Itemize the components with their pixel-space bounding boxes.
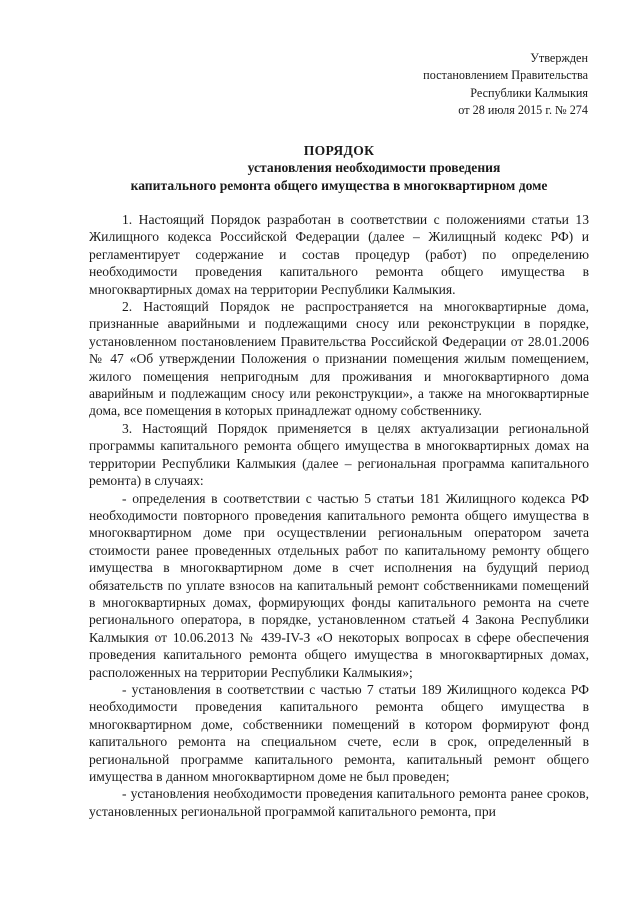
- approval-line-approved: Утвержден: [530, 51, 588, 65]
- paragraph-3: 3. Настоящий Порядок применяется в целях актуализации региональной программы капитального ремонта общего имущества в многоквартирных домах на территории Республики Калмыкия (далее – региональная программа капитального ремонта) в случаях:: [89, 420, 589, 489]
- paragraph-1: 1. Настоящий Порядок разработан в соответствии с положениями статьи 13 Жилищного кодекса Российской Федерации (далее – Жилищный кодекс РФ) и регламентирует содержание и состав процедур (работ) по определению необходимости проведения капитального ремонта общего имущества в многоквартирных домах на территории Республики Калмыкия.: [89, 212, 589, 297]
- list-item-1: - определения в соответствии с частью 5 статьи 181 Жилищного кодекса РФ необходимости повторного проведения капитального ремонта общего имущества в многоквартирном доме при осуществлении региональным оператором зачета стоимости ранее проведенных отдельных работ по капитальному ремонту общего имущества в многоквартирном доме в счет исполнения на будущий период обязательств по уплате взносов на капитальный ремонт собственниками помещений в многоквартирных домах, формирующих фонды капитального ремонта на счете регионального оператора, в порядке, установленном статьей 4 Закона Республики Калмыкия от 10.06.2013 № 439-IV-З «О некоторых вопросах в сфере обеспечения проведения капитального ремонта общего имущества в многоквартирных домах, расположенных на территории Республики Калмыкия»;: [89, 490, 589, 680]
- list-item-2: - установления в соответствии с частью 7 статьи 189 Жилищного кодекса РФ необходимости проведения капитального ремонта общего имущества в многоквартирном доме, собственники помещений в котором формируют фонд капитального ремонта на специальном счете, если в срок, определенный в региональной программе капитального ремонта, капитальный ремонт общего имущества в данном многоквартирном доме не был проведен;: [89, 681, 589, 784]
- approval-line-republic: Республики Калмыкия: [470, 85, 588, 100]
- document-title: [90, 142, 588, 194]
- paragraph-2: 2. Настоящий Порядок не распространяется на многоквартирные дома, признанные аварийными и подлежащими сносу или реконструкции в порядке, установленном постановлением Правительства Российской Федерации от 28.01.2006 № 47 «Об утверждении Положения о признании помещения жилым помещением, жилого помещения непригодным для проживания и многоквартирного дома аварийным и подлежащим сносу или реконструкции», а также на многоквартирные дома, все помещения в которых принадлежат одному собственнику.: [89, 299, 589, 419]
- title-subheading-1: установления необходимости проведения: [247, 160, 501, 176]
- list-item-3: - установления необходимости проведения капитального ремонта ранее сроков, установленных региональной программой капитального ремонта, при: [89, 786, 589, 819]
- approval-block: [423, 50, 588, 120]
- approval-line-date: от 28 июля 2015 г. № 274: [458, 103, 588, 118]
- document-body: [89, 211, 589, 820]
- title-subheading-2: капитального ремонта общего имущества в многоквартирном доме: [130, 177, 548, 193]
- approval-line-resolution: постановлением Правительства: [423, 68, 588, 83]
- title-heading: ПОРЯДОК: [303, 143, 375, 158]
